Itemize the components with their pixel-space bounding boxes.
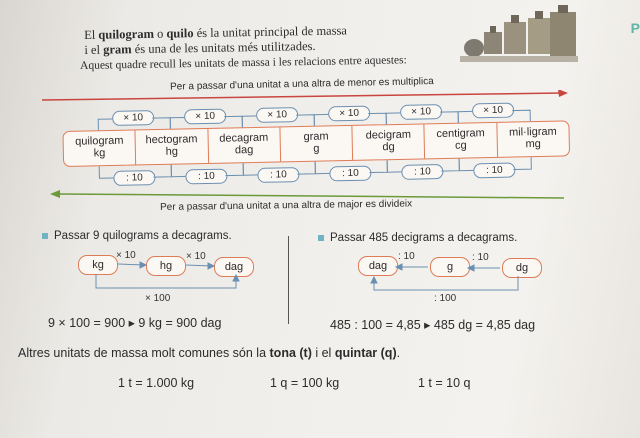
divider: [288, 236, 289, 324]
unit-decagram: decagram dag: [208, 127, 281, 163]
unit-centigram: centigram cg: [425, 123, 498, 159]
equivalence-quintal-kg: 1 q = 100 kg: [270, 376, 340, 390]
example1-step: × 10: [116, 250, 136, 261]
connector-arrows: [62, 99, 569, 190]
times-pill: × 10: [400, 104, 442, 120]
unit-hectogram: hectogram hg: [136, 129, 209, 165]
example1-chip-dag: dag: [214, 257, 254, 277]
div-pill: : 10: [473, 163, 515, 179]
times-pill: × 10: [472, 103, 514, 119]
div-pill: : 10: [257, 167, 299, 183]
rule-multiply: Per a passar d'una unitat a una altra de menor es multiplica: [169, 76, 434, 93]
equivalence-ton-kg: 1 t = 1.000 kg: [118, 376, 195, 390]
example1-step: × 10: [186, 251, 206, 262]
example2-chip-dag: dag: [358, 256, 398, 276]
example2-arrows: [368, 260, 548, 300]
rule-divide: Per a passar d'una unitat a una altra de major es divideix: [160, 198, 413, 213]
example1-chip-hg: hg: [146, 256, 186, 276]
times-pill: × 10: [256, 107, 298, 123]
unit-gram: gram g: [280, 126, 353, 162]
bullet-icon: [42, 233, 48, 239]
example1-chip-kg: kg: [78, 255, 118, 275]
div-pill: : 10: [401, 164, 443, 180]
example2-chip-dg: dg: [502, 258, 542, 278]
div-pill: : 10: [329, 166, 371, 182]
unit-decigram: decigram dg: [353, 124, 426, 160]
example2-step: : 10: [398, 251, 415, 262]
units-table: [62, 99, 569, 190]
example2-title: Passar 485 decigrams a decagrams.: [318, 232, 517, 244]
example2-step: : 10: [472, 252, 489, 263]
example2-formula: 485 : 100 = 4,85 ▸ 485 dg = 4,85 dag: [330, 318, 536, 332]
page-letter: P: [630, 20, 640, 36]
equivalence-ton-quintal: 1 t = 10 q: [418, 376, 471, 390]
example2-total: : 100: [434, 293, 457, 304]
unit-quilogram: quilogram kg: [63, 130, 136, 166]
example1-arrows: [90, 258, 270, 298]
unit-milligram: mil·ligram mg: [508, 125, 557, 151]
weights-illustration: [460, 4, 578, 66]
times-pill: × 10: [328, 106, 370, 122]
div-pill: : 10: [113, 170, 155, 186]
times-pill: × 10: [184, 109, 226, 125]
example1-formula: 9 × 100 = 900 ▸ 9 kg = 900 dag: [48, 316, 222, 330]
example2-chip-g: g: [430, 257, 470, 277]
subtitle: Aquest quadre recull les unitats de massa i les relacions entre aquestes:: [80, 54, 407, 72]
example1-total: × 100: [145, 293, 171, 304]
example1-title: Passar 9 quilograms a decagrams.: [42, 230, 232, 242]
bullet-icon: [318, 235, 324, 241]
times-pill: × 10: [112, 110, 154, 126]
other-units-text: Altres unitats de massa molt comunes són la tona (t) i el quintar (q).: [18, 346, 401, 360]
div-pill: : 10: [185, 169, 227, 185]
intro-text: El quilogram o quilo és la unitat principal de massa i el gram és una de les unitats més utilitzades.: [84, 23, 348, 57]
